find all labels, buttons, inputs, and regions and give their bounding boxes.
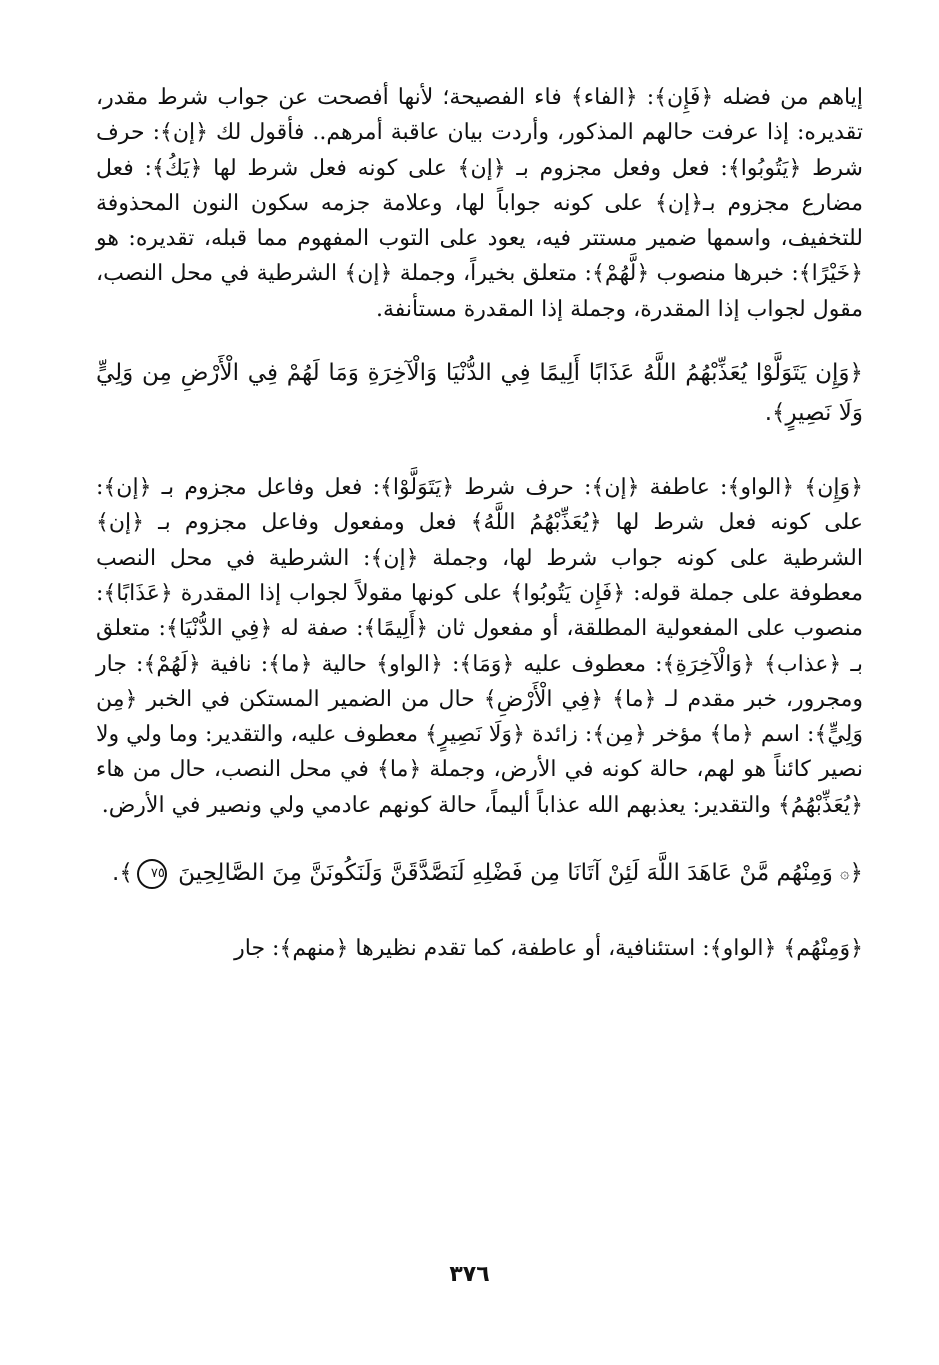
grammar-paragraph-3: ﴿وَمِنْهُم﴾ ﴿الواو﴾: استئنافية، أو عاطفة، كما تقدم نظيرها ﴿منهم﴾: جار <box>234 936 863 962</box>
quran-verse-2: ﴿۞ وَمِنْهُم مَّنْ عَاهَدَ اللَّهَ لَئِنْ آتَانَا مِن فَضْلِهِ لَنَصَّدَّقَنَّ وَلَنَكُونَنَّ مِنَ الصَّالِحِينَ ٧٥﴾. <box>96 853 863 893</box>
grammar-paragraph-1: إياهم من فضله ﴿فَإِن﴾: ﴿الفاء﴾ فاء الفصيحة؛ لأنها أفصحت عن جواب شرط مقدر، تقديره: إذا عرفت حالهم المذكور، وأردت بيان عاقبة أمرهم.. فأقول لك ﴿إن﴾: حرف شرط ﴿يَتُوبُوا﴾: فعل وفعل مجزوم بـ ﴿إن﴾ على كونه فعل شرط لها ﴿يَكُ﴾: فعل مضارع مجزوم بـ﴿إن﴾ على كونه جواباً لها، وعلامة جزمه سكون النون المحذوفة للتخفيف، واسمها ضمير مستتر فيه، يعود على التوب المفهوم مما قبله، تقديره: هو ﴿خَيْرًا﴾: خبرها منصوب ﴿لَّهُمْ﴾: متعلق بخيراً، وجملة ﴿إن﴾ الشرطية في محل النصب، مقول لجواب إذا المقدرة، وجملة إذا المقدرة مستأنفة. <box>96 85 863 322</box>
verse-2-text: وَمِنْهُم مَّنْ عَاهَدَ اللَّهَ لَئِنْ آتَانَا مِن فَضْلِهِ لَنَصَّدَّقَنَّ وَلَنَكُونَنَّ مِنَ الصَّالِحِينَ <box>178 860 833 887</box>
quran-verse-1: ﴿وَإِن يَتَوَلَّوْا يُعَذِّبْهُمُ اللَّهُ عَذَابًا أَلِيمًا فِي الدُّنْيَا وَالْآخِرَةِ وَمَا لَهُمْ فِي الْأَرْضِ مِن وَلِيٍّ وَلَا نَصِيرٍ﴾. <box>96 360 863 427</box>
page-number: ٣٧٦ <box>449 1262 490 1287</box>
grammar-paragraph-2: ﴿وَإِن﴾ ﴿الواو﴾: عاطفة ﴿إن﴾: حرف شرط ﴿يَتَوَلَّوْا﴾: فعل وفاعل مجزوم بـ ﴿إن﴾: على كونه فعل شرط لها ﴿يُعَذِّبْهُمُ اللَّهُ﴾ فعل ومفعول وفاعل مجزوم بـ ﴿إن﴾ الشرطية على كونه جواب شرط لها، وجملة ﴿إن﴾: الشرطية في محل النصب معطوفة على جملة قوله: ﴿فَإِن يَتُوبُوا﴾ على كونها مقولاً لجواب إذا المقدرة ﴿عَذَابًا﴾: منصوب على المفعولية المطلقة، أو مفعول ثان ﴿أَلِيمًا﴾: صفة له ﴿فِي الدُّنْيَا﴾: متعلق بـ ﴿عذاب﴾ ﴿وَالْآخِرَةِ﴾: معطوف عليه ﴿وَمَا﴾: ﴿الواو﴾ حالية ﴿ما﴾: نافية ﴿لَهُمْ﴾: جار ومجرور، خبر مقدم لـ ﴿ما﴾ ﴿فِي الْأَرْضِ﴾ حال من الضمير المستكن في الخبر ﴿مِن وَلِيٍّ﴾: اسم ﴿ما﴾ مؤخر ﴿مِن﴾: زائدة ﴿وَلَا نَصِيرٍ﴾ معطوف عليه، والتقدير: وما ولي ولا نصير كائناً هو لهم، حالة كونه في الأرض، وجملة ﴿ما﴾ في محل النصب، حال من هاء ﴿يُعَذِّبْهُمُ﴾ والتقدير: يعذبهم الله عذاباً أليماً، حالة كونهم عادمي ولي ونصير في الأرض. <box>96 475 863 818</box>
ayah-number-badge: ٧٥ <box>137 859 167 889</box>
rub-el-hizb-icon: ۞ <box>840 863 850 883</box>
